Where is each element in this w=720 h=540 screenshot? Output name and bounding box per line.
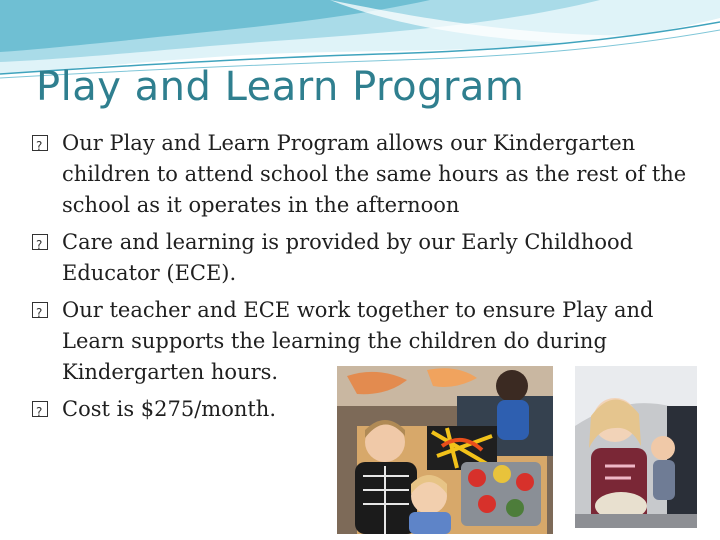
missing-glyph-box-icon [32,234,48,250]
slide-title: Play and Learn Program [36,64,525,110]
bullet-text: Care and learning is provided by our Early Childhood Educator (ECE). [62,230,634,285]
missing-glyph-box-icon [32,135,48,151]
bullet-item [30,128,690,221]
missing-glyph-box-icon [32,401,48,417]
bullet-text: Cost is $275/month. [62,397,277,421]
bullet-text: Our Play and Learn Program allows our Kindergarten children to attend school the same hours as the rest of the school as it operates in the afternoon [62,131,687,217]
bullet-item [30,227,690,289]
children-at-craft-table-photo [337,366,553,534]
missing-glyph-box-icon [32,302,48,318]
child-in-blanket-fort-photo [575,366,697,528]
bullet-text: Our teacher and ECE work together to ensure Play and Learn supports the learning the children do during Kindergarten hours. [62,298,654,384]
